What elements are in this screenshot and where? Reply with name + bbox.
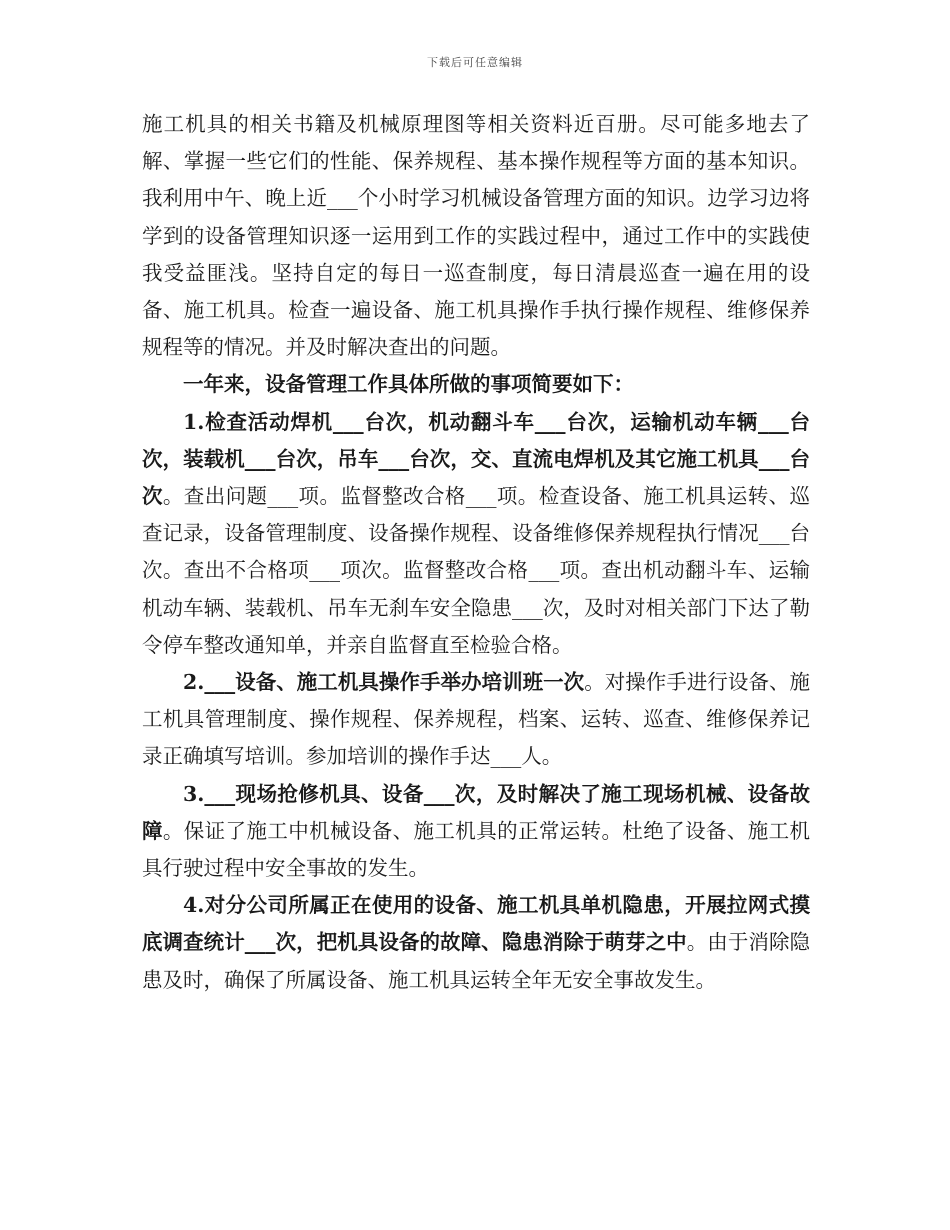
paragraph-item-3 bbox=[142, 776, 810, 888]
paragraph-text: 。由于消除隐患及时，确保了所属设备、施工机具运转全年无安全事故发生。 bbox=[142, 930, 811, 992]
page-header: 下载后可任意编辑 bbox=[427, 56, 523, 69]
paragraph-bold-text: 4.对分公司所属正在使用的设备、施工机具单机隐患，开展拉网式摸底调查统计___次，把机具设备的故障、隐患消除于萌芽之中 bbox=[142, 893, 810, 955]
paragraph-text: 。保证了施工中机械设备、施工机具的正常运转。杜绝了设备、施工机具行驶过程中安全事故的发生。 bbox=[142, 818, 811, 881]
paragraph-text: 施工机具的相关书籍及机械原理图等相关资料近百册。尽可能多地去了解、掌握一些它们的性能、保养规程、基本操作规程等方面的基本知识。我利用中午、晚上近___个小时学习机械设备管理方面的知识。边学习边将学到的设备管理知识逐一运用到工作的实践过程中，通过工作中的实践使我受益匪浅。坚持自定的每日一巡查制度，每日清晨巡查一遍在用的设备、施工机具。检查一遍设备、施工机具操作手执行操作规程、维修保养规程等的情况。并及时解决查出的问题。 bbox=[142, 112, 810, 360]
paragraph-text: 。查出问题___项。监督整改合格___项。检查设备、施工机具运转、巡查记录，设备管理制度、设备操作规程、设备维修保养规程执行情况___台次。查出不合格项___项次。监督整改合格___项。查出机动翻斗车、运输机动车辆、装载机、吊车无刹车安全隐患___次，及时对相关部门下达了勒令停车整改通知单，并亲自监督直至检验合格。 bbox=[142, 484, 811, 657]
paragraph-continuation bbox=[142, 106, 810, 366]
paragraph-item-1 bbox=[142, 404, 810, 664]
paragraph-bold-text: 一年来，设备管理工作具体所做的事项简要如下： bbox=[183, 372, 634, 397]
paragraph-item-2 bbox=[142, 664, 810, 776]
paragraph-text: 。对操作手进行设备、施工机具管理制度、操作规程、保养规程，档案、运转、巡查、维修保养记录正确填写培训。参加培训的操作手达___人。 bbox=[142, 670, 811, 769]
document-body bbox=[142, 106, 810, 999]
paragraph-summary-heading bbox=[142, 366, 810, 403]
paragraph-bold-text: 2.___设备、施工机具操作手举办培训班一次 bbox=[183, 670, 585, 695]
paragraph-item-4 bbox=[142, 887, 810, 999]
paragraph-bold-text: 1.检查活动焊机___台次，机动翻斗车___台次，运输机动车辆___台次，装载机___台次，吊车___台次，交、直流电焊机及其它施工机具___台次 bbox=[142, 409, 810, 509]
paragraph-bold-text: 3.___现场抢修机具、设备___次，及时解决了施工现场机械、设备故障 bbox=[142, 781, 810, 843]
